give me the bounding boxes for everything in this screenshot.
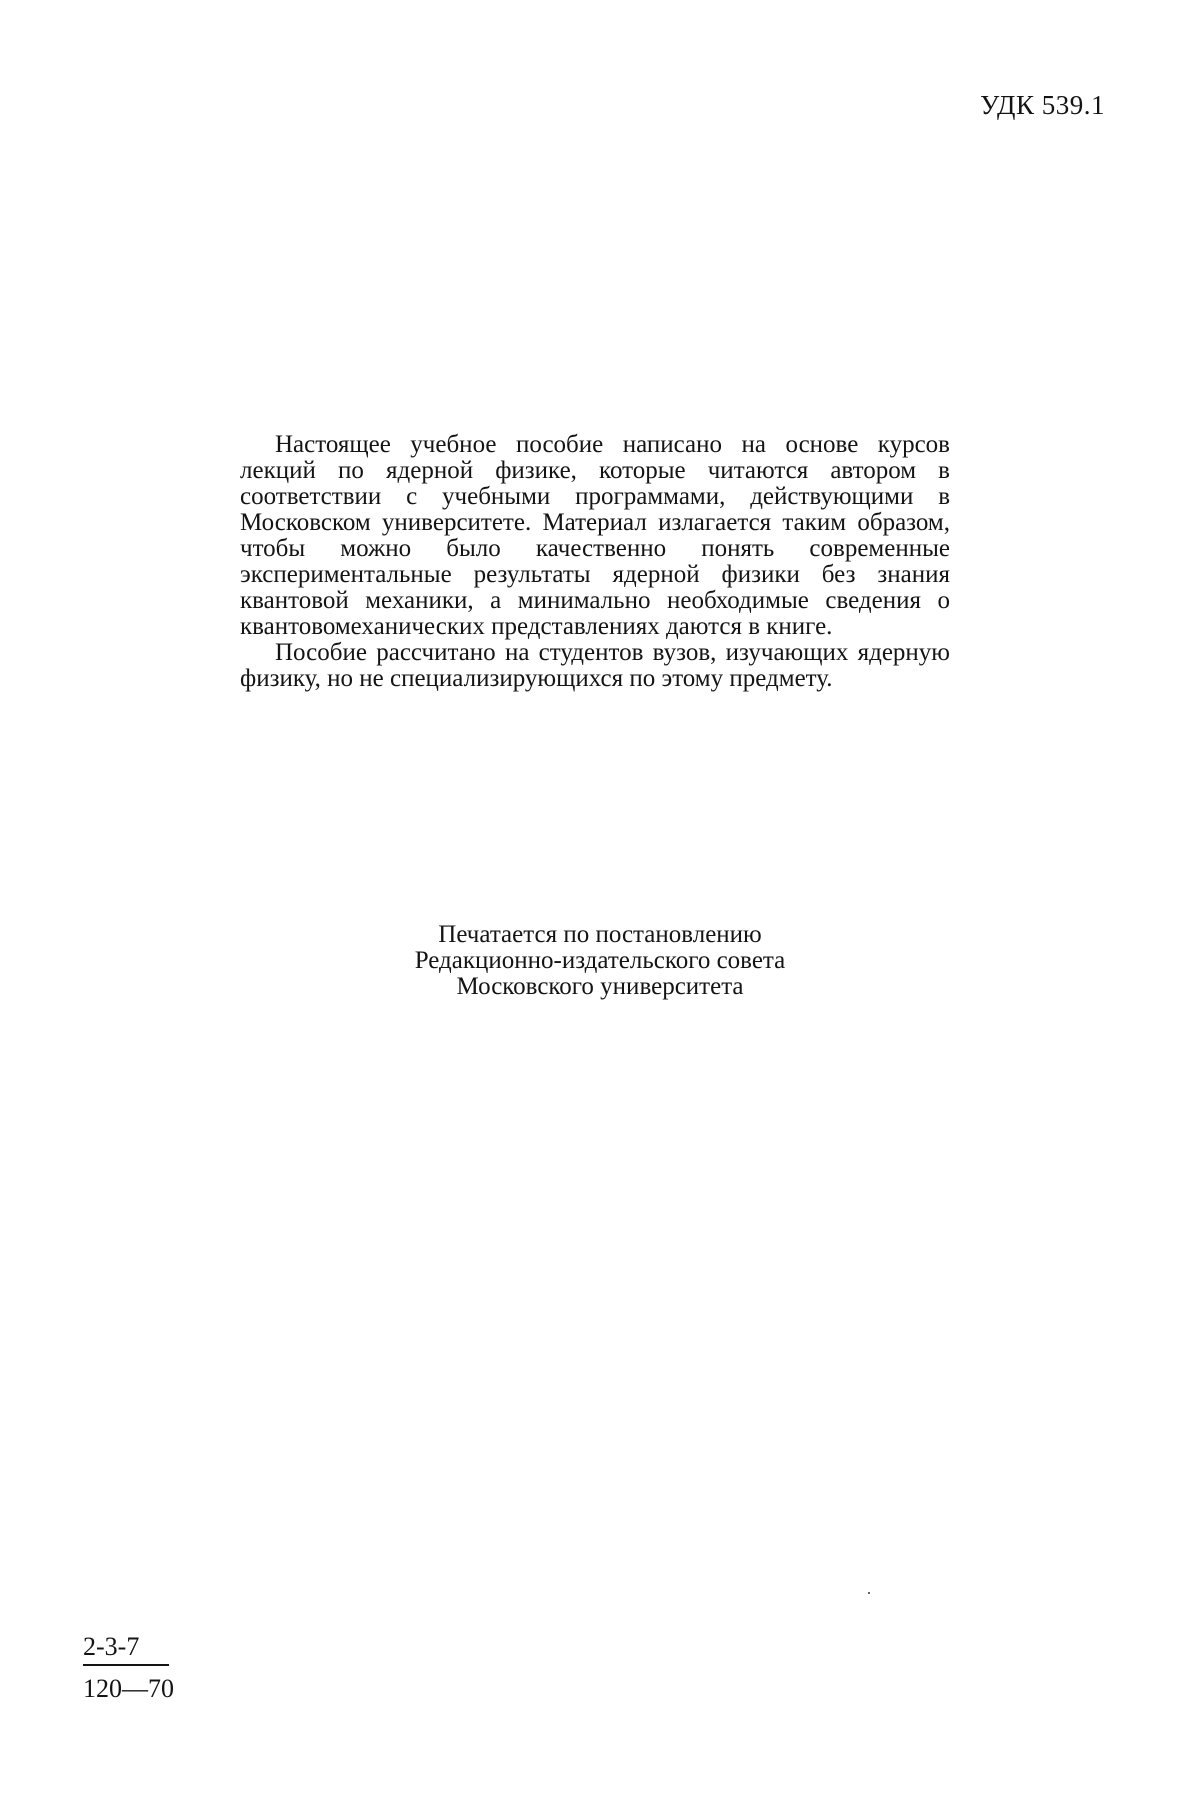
code-numerator: 2-3-7	[83, 1632, 169, 1666]
imprint-line: Редакционно-издательского совета	[414, 947, 786, 974]
publication-code	[83, 1632, 174, 1704]
annotation-paragraph: Пособие рассчитано на студентов вузов, изучающих ядерную физику, но не специализирующихся по этому предмету.	[240, 639, 950, 692]
print-speck	[868, 1592, 870, 1594]
imprint-line: Московского университета	[456, 973, 744, 1000]
imprint-line: Печатается по постановлению	[438, 921, 762, 948]
annotation-paragraph: Настоящее учебное пособие написано на основе курсов лекций по ядерной физике, которые читаются автором в соответствии с учебными программами, действующими в Московском университете. Материал излагается таким образом, чтобы можно было качественно понять современные экспериментальные результаты ядерной физики без знания квантовой механики, а минимально необходимые сведения о квантовомеханических представлениях даются в книге.	[240, 431, 950, 640]
udk-code: УДК 539.1	[980, 90, 1105, 120]
code-denominator: 120—70	[83, 1674, 174, 1703]
imprint-statement	[0, 922, 1200, 1000]
book-annotation	[240, 432, 950, 692]
